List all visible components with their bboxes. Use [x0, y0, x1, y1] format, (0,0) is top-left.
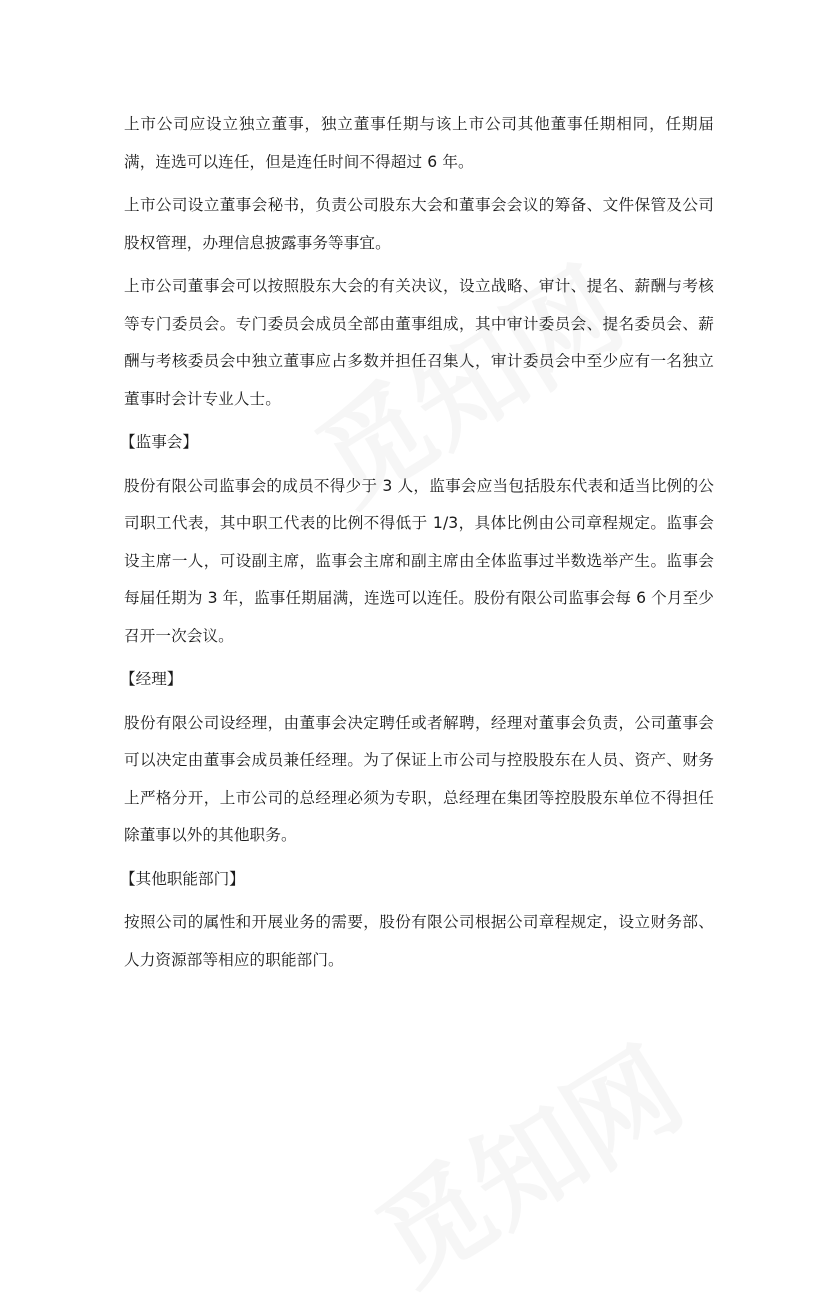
document-body: [120, 106, 714, 985]
section-text-supervisory-board: 股份有限公司监事会的成员不得少于 3 人，监事会应当包括股东代表和适当比例的公司职工代表，其中职工代表的比例不得低于 1/3，具体比例由公司章程规定。监事会设主席一人，可设副主席，监事会主席和副主席由全体监事过半数选举产生。监事会每届任期为 3 年，监事任期届满，连选可以连任。股份有限公司监事会每 6 个月至少召开一次会议。: [124, 476, 714, 645]
section-heading-supervisory-board: 【监事会】: [120, 433, 198, 451]
section-heading-other-departments: 【其他职能部门】: [120, 869, 245, 888]
paragraph-independent-directors: 上市公司应设立独立董事，独立董事任期与该上市公司其他董事任期相同，任期届满，连选可以连任，但是连任时间不得超过 6 年。: [124, 115, 714, 171]
section-heading-manager: 【经理】: [120, 670, 183, 688]
watermark: [343, 1005, 707, 1313]
paragraph-special-committees: 上市公司董事会可以按照股东大会的有关决议，设立战略、审计、提名、薪酬与考核等专门委员会。专门委员会成员全部由董事组成，其中审计委员会、提名委员会、薪酬与考核委员会中独立董事应占多数并担任召集人，审计委员会中至少应有一名独立董事时会计专业人士。: [124, 277, 714, 408]
section-text-manager: 股份有限公司设经理，由董事会决定聘任或者解聘，经理对董事会负责，公司董事会可以决定由董事会成员兼任经理。为了保证上市公司与控股股东在人员、资产、财务上严格分开，上市公司的总经理必须为专职，总经理在集团等控股股东单位不得担任除董事以外的其他职务。: [124, 713, 714, 844]
section-text-other-departments: 按照公司的属性和开展业务的需要，股份有限公司根据公司章程规定，设立财务部、人力资源部等相应的职能部门。: [124, 913, 714, 969]
paragraph-board-secretary: 上市公司设立董事会秘书，负责公司股东大会和董事会会议的筹备、文件保管及公司股权管理，办理信息披露事务等事宜。: [124, 196, 714, 252]
